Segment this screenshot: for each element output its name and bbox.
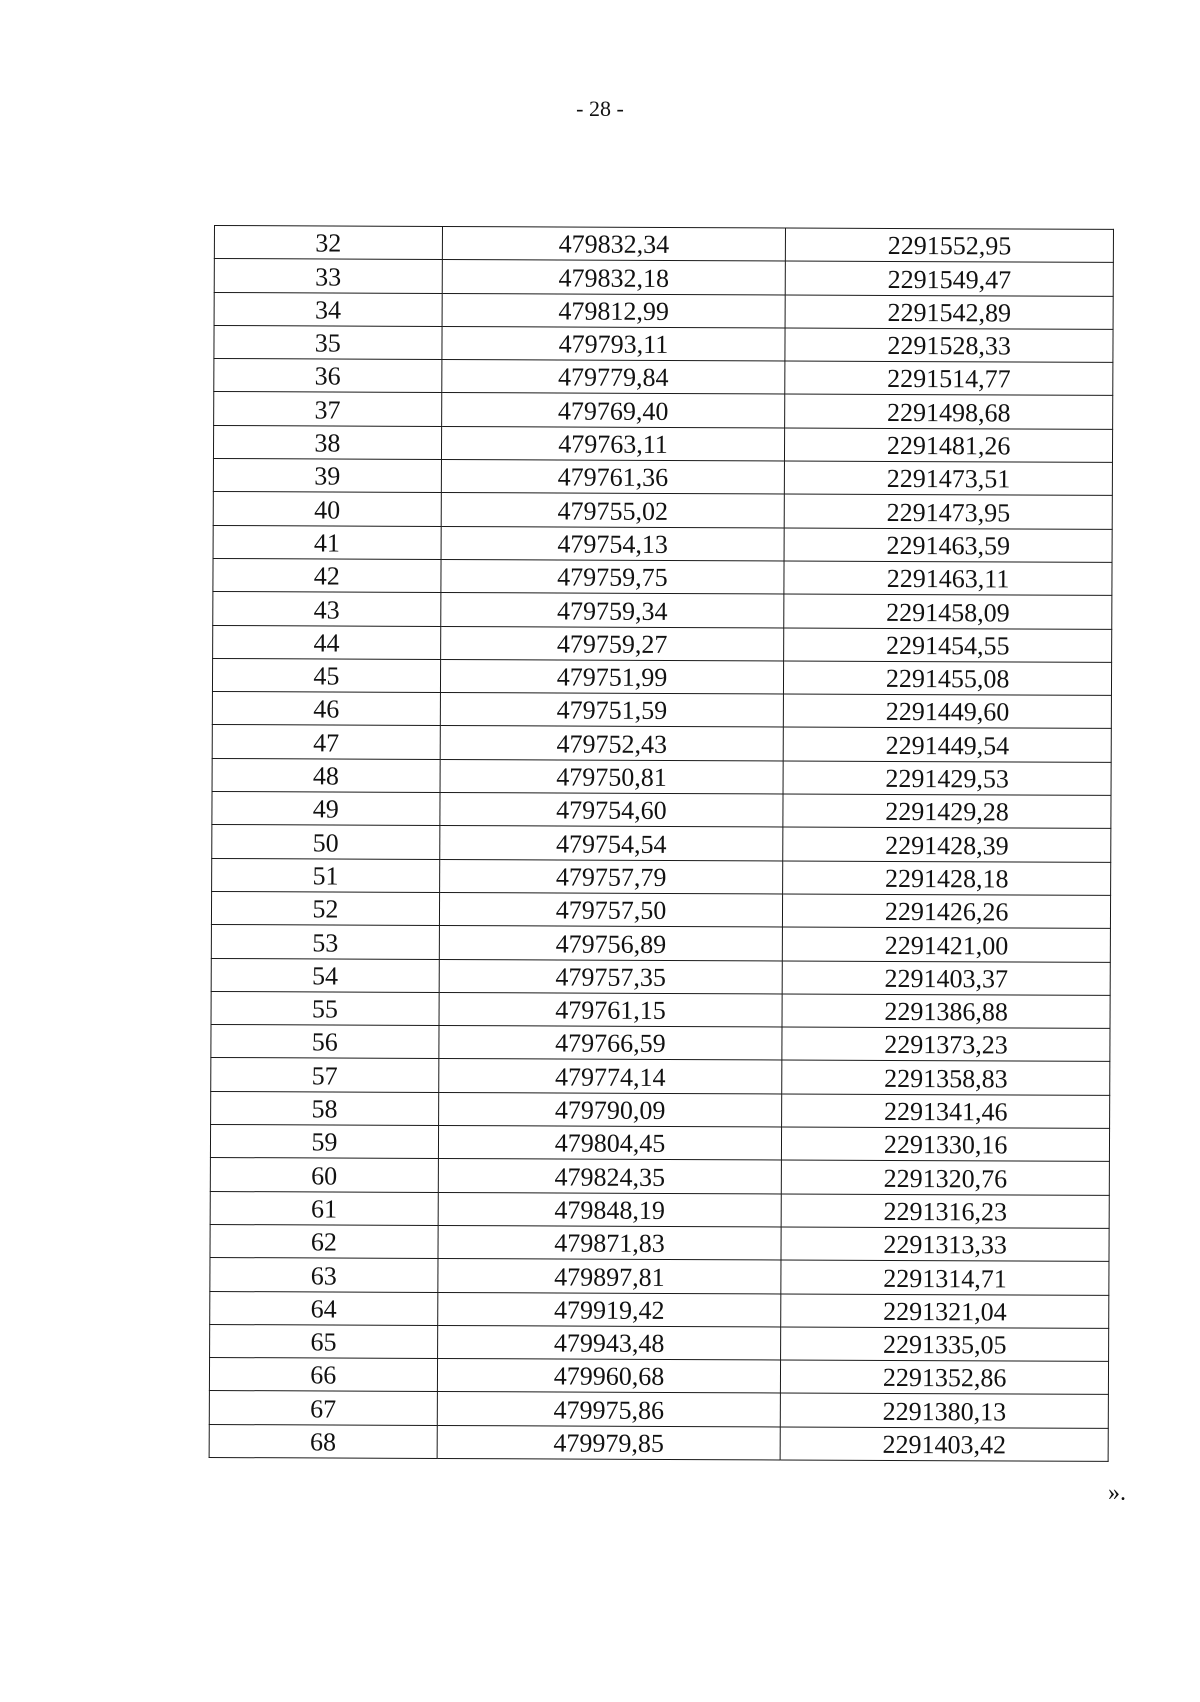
- y-coordinate-cell: 2291352,86: [781, 1360, 1109, 1395]
- table-row: [214, 359, 1113, 396]
- point-number-cell: 37: [214, 392, 442, 426]
- table-row: [213, 425, 1112, 462]
- table-row: [214, 226, 1113, 263]
- point-number-cell: 39: [213, 459, 441, 493]
- point-number-cell: 56: [211, 1025, 439, 1059]
- x-coordinate-cell: 479975,86: [437, 1392, 781, 1427]
- table-row: [210, 1125, 1109, 1162]
- point-number-cell: 40: [213, 492, 441, 526]
- table-row: [212, 825, 1111, 862]
- y-coordinate-cell: 2291403,37: [782, 961, 1110, 996]
- table-row: [214, 292, 1113, 329]
- x-coordinate-cell: 479754,60: [440, 793, 784, 828]
- table-row: [214, 392, 1113, 429]
- coordinates-table-body: [209, 226, 1113, 1462]
- table-row: [213, 525, 1112, 562]
- x-coordinate-cell: 479804,45: [438, 1126, 782, 1161]
- point-number-cell: 32: [214, 226, 442, 260]
- table-row: [211, 991, 1110, 1028]
- x-coordinate-cell: 479759,27: [440, 626, 784, 661]
- coordinates-table: [209, 225, 1114, 1462]
- table-row: [210, 1291, 1109, 1328]
- point-number-cell: 45: [212, 658, 440, 692]
- point-number-cell: 38: [213, 425, 441, 459]
- y-coordinate-cell: 2291449,60: [784, 694, 1112, 729]
- x-coordinate-cell: 479757,35: [439, 959, 783, 994]
- y-coordinate-cell: 2291429,28: [783, 794, 1111, 829]
- y-coordinate-cell: 2291314,71: [781, 1260, 1109, 1295]
- y-coordinate-cell: 2291335,05: [781, 1327, 1109, 1362]
- point-number-cell: 46: [212, 692, 440, 726]
- table-row: [213, 558, 1112, 595]
- table-row: [211, 925, 1110, 962]
- x-coordinate-cell: 479832,34: [442, 226, 786, 261]
- table-row: [210, 1191, 1109, 1228]
- y-coordinate-cell: 2291421,00: [783, 927, 1111, 962]
- table-row: [212, 658, 1111, 695]
- y-coordinate-cell: 2291426,26: [783, 894, 1111, 929]
- point-number-cell: 61: [210, 1191, 438, 1225]
- point-number-cell: 49: [212, 792, 440, 826]
- point-number-cell: 47: [212, 725, 440, 759]
- y-coordinate-cell: 2291552,95: [786, 228, 1114, 263]
- point-number-cell: 43: [213, 592, 441, 626]
- y-coordinate-cell: 2291463,59: [784, 528, 1112, 563]
- x-coordinate-cell: 479824,35: [438, 1159, 782, 1194]
- y-coordinate-cell: 2291320,76: [782, 1160, 1110, 1195]
- table-row: [210, 1224, 1109, 1261]
- y-coordinate-cell: 2291473,51: [785, 461, 1113, 496]
- y-coordinate-cell: 2291463,11: [784, 561, 1112, 596]
- y-coordinate-cell: 2291321,04: [781, 1293, 1109, 1328]
- y-coordinate-cell: 2291454,55: [784, 628, 1112, 663]
- table-row: [210, 1258, 1109, 1295]
- x-coordinate-cell: 479763,11: [441, 426, 785, 461]
- point-number-cell: 64: [210, 1291, 438, 1325]
- x-coordinate-cell: 479919,42: [437, 1292, 781, 1327]
- point-number-cell: 33: [214, 259, 442, 293]
- point-number-cell: 60: [210, 1158, 438, 1192]
- y-coordinate-cell: 2291458,09: [784, 594, 1112, 629]
- point-number-cell: 41: [213, 525, 441, 559]
- x-coordinate-cell: 479769,40: [441, 393, 785, 428]
- x-coordinate-cell: 479761,36: [441, 460, 785, 495]
- point-number-cell: 66: [209, 1358, 437, 1392]
- x-coordinate-cell: 479759,75: [441, 559, 785, 594]
- point-number-cell: 54: [211, 958, 439, 992]
- point-number-cell: 50: [212, 825, 440, 859]
- point-number-cell: 55: [211, 991, 439, 1025]
- point-number-cell: 68: [209, 1424, 437, 1458]
- table-row: [211, 958, 1110, 995]
- point-number-cell: 67: [209, 1391, 437, 1425]
- x-coordinate-cell: 479754,54: [439, 826, 783, 861]
- point-number-cell: 59: [210, 1125, 438, 1159]
- x-coordinate-cell: 479757,50: [439, 892, 783, 927]
- x-coordinate-cell: 479759,34: [440, 593, 784, 628]
- point-number-cell: 36: [214, 359, 442, 393]
- table-row: [209, 1424, 1108, 1461]
- y-coordinate-cell: 2291341,46: [782, 1094, 1110, 1129]
- y-coordinate-cell: 2291313,33: [781, 1227, 1109, 1262]
- point-number-cell: 44: [213, 625, 441, 659]
- x-coordinate-cell: 479751,59: [440, 693, 784, 728]
- page-number: - 28 -: [576, 96, 624, 121]
- y-coordinate-cell: 2291449,54: [783, 727, 1111, 762]
- x-coordinate-cell: 479754,13: [441, 526, 785, 561]
- table-row: [213, 592, 1112, 629]
- point-number-cell: 57: [211, 1058, 439, 1092]
- table-row: [211, 891, 1110, 928]
- table-row: [212, 758, 1111, 795]
- table-row: [211, 1091, 1110, 1128]
- point-number-cell: 51: [212, 858, 440, 892]
- table-row: [214, 325, 1113, 362]
- table-row: [212, 858, 1111, 895]
- table-row: [210, 1324, 1109, 1361]
- x-coordinate-cell: 479790,09: [438, 1092, 782, 1127]
- y-coordinate-cell: 2291428,39: [783, 827, 1111, 862]
- x-coordinate-cell: 479979,85: [437, 1425, 781, 1460]
- table-row: [211, 1025, 1110, 1062]
- point-number-cell: 48: [212, 758, 440, 792]
- x-coordinate-cell: 479848,19: [438, 1192, 782, 1227]
- x-coordinate-cell: 479756,89: [439, 926, 783, 961]
- y-coordinate-cell: 2291380,13: [781, 1393, 1109, 1428]
- closing-quote-mark: ».: [1108, 1480, 1126, 1506]
- point-number-cell: 62: [210, 1224, 438, 1258]
- x-coordinate-cell: 479832,18: [442, 260, 786, 295]
- x-coordinate-cell: 479750,81: [440, 759, 784, 794]
- y-coordinate-cell: 2291549,47: [785, 261, 1113, 296]
- table-row: [213, 492, 1112, 529]
- y-coordinate-cell: 2291528,33: [785, 328, 1113, 363]
- table-row: [211, 1058, 1110, 1095]
- x-coordinate-cell: 479943,48: [437, 1325, 781, 1360]
- x-coordinate-cell: 479766,59: [439, 1026, 783, 1061]
- y-coordinate-cell: 2291542,89: [785, 295, 1113, 330]
- y-coordinate-cell: 2291498,68: [785, 394, 1113, 429]
- table-row: [210, 1158, 1109, 1195]
- point-number-cell: 52: [211, 891, 439, 925]
- table-row: [212, 692, 1111, 729]
- y-coordinate-cell: 2291481,26: [785, 428, 1113, 463]
- x-coordinate-cell: 479752,43: [440, 726, 784, 761]
- point-number-cell: 53: [211, 925, 439, 959]
- y-coordinate-cell: 2291473,95: [784, 494, 1112, 529]
- y-coordinate-cell: 2291386,88: [782, 994, 1110, 1029]
- y-coordinate-cell: 2291316,23: [781, 1194, 1109, 1229]
- x-coordinate-cell: 479871,83: [438, 1225, 782, 1260]
- y-coordinate-cell: 2291358,83: [782, 1060, 1110, 1095]
- point-number-cell: 42: [213, 558, 441, 592]
- y-coordinate-cell: 2291373,23: [782, 1027, 1110, 1062]
- table-row: [212, 792, 1111, 829]
- y-coordinate-cell: 2291455,08: [784, 661, 1112, 696]
- x-coordinate-cell: 479812,99: [442, 293, 786, 328]
- point-number-cell: 34: [214, 292, 442, 326]
- x-coordinate-cell: 479779,84: [442, 360, 786, 395]
- table-row: [214, 259, 1113, 296]
- x-coordinate-cell: 479761,15: [439, 992, 783, 1027]
- x-coordinate-cell: 479960,68: [437, 1359, 781, 1394]
- y-coordinate-cell: 2291514,77: [785, 361, 1113, 396]
- x-coordinate-cell: 479897,81: [438, 1259, 782, 1294]
- x-coordinate-cell: 479793,11: [442, 326, 786, 361]
- y-coordinate-cell: 2291330,16: [782, 1127, 1110, 1162]
- point-number-cell: 65: [210, 1324, 438, 1358]
- y-coordinate-cell: 2291429,53: [783, 761, 1111, 796]
- table-row: [209, 1358, 1108, 1395]
- y-coordinate-cell: 2291403,42: [780, 1427, 1108, 1462]
- point-number-cell: 35: [214, 325, 442, 359]
- x-coordinate-cell: 479774,14: [438, 1059, 782, 1094]
- y-coordinate-cell: 2291428,18: [783, 861, 1111, 896]
- table-row: [213, 459, 1112, 496]
- x-coordinate-cell: 479757,79: [439, 859, 783, 894]
- point-number-cell: 58: [211, 1091, 439, 1125]
- x-coordinate-cell: 479751,99: [440, 659, 784, 694]
- table-row: [212, 725, 1111, 762]
- x-coordinate-cell: 479755,02: [441, 493, 785, 528]
- table-row: [213, 625, 1112, 662]
- table-row: [209, 1391, 1108, 1428]
- point-number-cell: 63: [210, 1258, 438, 1292]
